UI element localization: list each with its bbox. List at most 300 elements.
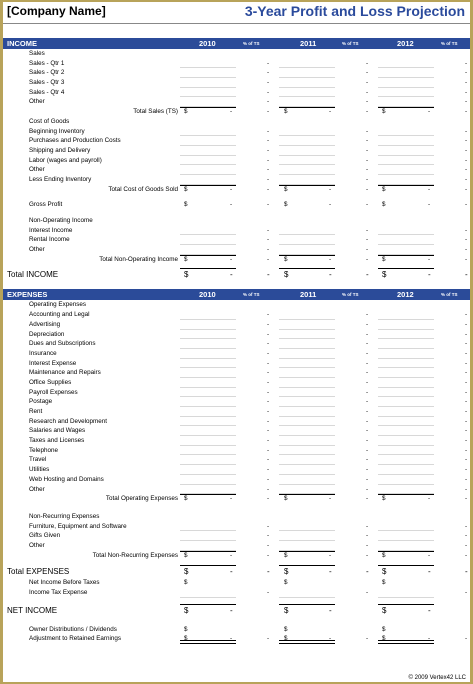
amount-value: - xyxy=(230,605,233,615)
op-expense-row xyxy=(3,310,470,320)
amount-value: - xyxy=(329,551,332,559)
currency-symbol: $ xyxy=(284,495,288,503)
section-heading: Non-Operating Income xyxy=(29,217,93,224)
amount-value: - xyxy=(428,567,431,577)
pct-value: - xyxy=(267,236,270,244)
currency-symbol: $ xyxy=(382,551,386,559)
pct-value: - xyxy=(366,330,369,338)
net-before-taxes-row xyxy=(3,578,470,588)
pct-value: - xyxy=(366,635,369,643)
line-item-label: Sales - Qtr 2 xyxy=(29,69,65,77)
line-item-label: Sales - Qtr 4 xyxy=(29,88,65,96)
pct-value: - xyxy=(366,532,369,540)
pct-value: - xyxy=(267,98,270,106)
page-title: 3-Year Profit and Loss Projection xyxy=(244,3,465,19)
currency-symbol: $ xyxy=(284,108,288,116)
currency-symbol: $ xyxy=(284,625,288,633)
section-heading: Non-Recurring Expenses xyxy=(29,512,100,520)
amount-value: - xyxy=(428,201,431,209)
nonop-row xyxy=(3,226,470,236)
pct-value: - xyxy=(267,522,270,530)
pct-value: - xyxy=(366,359,369,367)
pct-value: - xyxy=(267,59,270,67)
line-item-label: Purchases and Production Costs xyxy=(29,137,121,145)
pct-value: - xyxy=(267,456,270,464)
currency-symbol: $ xyxy=(184,108,188,116)
pct-value: - xyxy=(465,255,468,263)
line-item-label: Salaries and Wages xyxy=(29,427,86,435)
amount-value: - xyxy=(329,495,332,503)
pct-value: - xyxy=(366,98,369,106)
pct-value: - xyxy=(465,475,468,483)
pct-value: - xyxy=(267,246,270,254)
pct-value: - xyxy=(366,69,369,77)
pct-value: - xyxy=(366,466,369,474)
sales-row xyxy=(3,59,470,69)
pct-value: - xyxy=(366,79,369,87)
nonop-row xyxy=(3,235,470,245)
total-rule xyxy=(378,107,434,108)
pct-value: - xyxy=(465,567,468,577)
currency-symbol: $ xyxy=(382,108,386,116)
op-expense-row xyxy=(3,320,470,330)
line-item-label: Other xyxy=(29,98,45,106)
pct-value: - xyxy=(465,369,468,377)
currency-symbol: $ xyxy=(382,255,386,263)
amount-value: - xyxy=(230,185,233,193)
total-rule xyxy=(180,255,236,256)
pct-value: - xyxy=(465,79,468,87)
currency-symbol: $ xyxy=(382,625,386,633)
copyright-note: © 2009 Vertex42 LLC xyxy=(408,675,466,681)
total-rule xyxy=(378,185,434,186)
total-expenses-row xyxy=(3,565,470,578)
pct-value: - xyxy=(366,522,369,530)
total-label: Total Sales (TS) xyxy=(133,108,178,116)
total-label: Net Income Before Taxes xyxy=(29,579,100,587)
pct-value: - xyxy=(465,437,468,445)
pct-value: - xyxy=(465,485,468,493)
pct-value: - xyxy=(465,330,468,338)
nonrec-row xyxy=(3,531,470,541)
line-item-label: Taxes and Licenses xyxy=(29,437,85,445)
line-item-label: Accounting and Legal xyxy=(29,311,90,319)
pct-value: - xyxy=(267,156,270,164)
double-underline xyxy=(378,640,434,644)
band-label: EXPENSES xyxy=(7,290,48,300)
op-expense-row xyxy=(3,455,470,465)
total-rule xyxy=(378,551,434,552)
amount-value: - xyxy=(230,270,233,280)
pct-header: % of TS xyxy=(342,292,359,298)
line-item-label: Interest Income xyxy=(29,226,73,234)
line-item-label: Gifts Given xyxy=(29,532,61,540)
pct-value: - xyxy=(267,551,270,559)
pct-value: - xyxy=(366,146,369,154)
pct-value: - xyxy=(465,446,468,454)
line-item-label: Telephone xyxy=(29,446,59,454)
pct-value: - xyxy=(465,69,468,77)
currency-symbol: $ xyxy=(184,255,188,263)
op-expense-row xyxy=(3,446,470,456)
nonrec-row xyxy=(3,541,470,551)
pct-value: - xyxy=(366,311,369,319)
pct-value: - xyxy=(465,388,468,396)
currency-symbol: $ xyxy=(284,579,288,587)
op-expense-row xyxy=(3,397,470,407)
line-item-label: Other xyxy=(29,541,45,549)
total-cogs-row xyxy=(3,185,470,195)
band-label: INCOME xyxy=(7,39,37,48)
op-heading xyxy=(3,300,470,310)
amount-value: - xyxy=(230,551,233,559)
pct-value: - xyxy=(366,541,369,549)
pct-value: - xyxy=(267,175,270,183)
line-item-label: Postage xyxy=(29,398,53,406)
total-label: Adjustment to Retained Earnings xyxy=(29,635,122,643)
pct-value: - xyxy=(267,485,270,493)
currency-symbol: $ xyxy=(382,270,387,280)
pct-value: - xyxy=(465,98,468,106)
pct-value: - xyxy=(465,88,468,96)
line-item-label: Furniture, Equipment and Software xyxy=(29,522,127,530)
pct-value: - xyxy=(267,466,270,474)
pct-value: - xyxy=(366,388,369,396)
total-rule xyxy=(378,494,434,495)
currency-symbol: $ xyxy=(382,579,386,587)
currency-symbol: $ xyxy=(284,255,288,263)
pct-value: - xyxy=(366,398,369,406)
currency-symbol: $ xyxy=(184,635,188,643)
op-expense-row xyxy=(3,339,470,349)
op-expense-row xyxy=(3,485,470,495)
cogs-row xyxy=(3,136,470,146)
pct-value: - xyxy=(465,378,468,386)
pct-value: - xyxy=(465,236,468,244)
total-label: Total Non-Operating Income xyxy=(99,255,178,263)
pct-value: - xyxy=(465,398,468,406)
pct-value: - xyxy=(465,359,468,367)
currency-symbol: $ xyxy=(284,201,288,209)
currency-symbol: $ xyxy=(184,579,188,587)
pct-value: - xyxy=(465,320,468,328)
currency-symbol: $ xyxy=(284,635,288,643)
pct-value: - xyxy=(267,427,270,435)
year-header: 2012 xyxy=(397,39,414,48)
pct-value: - xyxy=(267,398,270,406)
pct-value: - xyxy=(267,340,270,348)
pct-value: - xyxy=(267,320,270,328)
line-item-label: Income Tax Expense xyxy=(29,589,88,596)
cogs-row xyxy=(3,156,470,166)
amount-value: - xyxy=(329,185,332,193)
op-expense-row xyxy=(3,359,470,369)
currency-symbol: $ xyxy=(284,185,288,193)
pl-table xyxy=(3,38,470,644)
total-nonrec-row xyxy=(3,551,470,561)
total-label: Owner Distributions / Dividends xyxy=(29,625,117,633)
sales-row xyxy=(3,88,470,98)
pct-value: - xyxy=(267,311,270,319)
line-item-label: Interest Expense xyxy=(29,359,77,367)
cogs-row xyxy=(3,175,470,185)
pct-value: - xyxy=(267,541,270,549)
pct-value: - xyxy=(267,79,270,87)
pct-value: - xyxy=(267,437,270,445)
pct-header: % of TS xyxy=(342,41,359,46)
income-tax-row xyxy=(3,588,470,598)
sales-heading xyxy=(3,49,470,59)
currency-symbol: $ xyxy=(184,567,189,577)
pct-value: - xyxy=(267,185,270,193)
pct-value: - xyxy=(267,378,270,386)
op-expense-row xyxy=(3,407,470,417)
amount-value: - xyxy=(329,270,332,280)
spacer xyxy=(3,281,470,289)
line-item-label: Shipping and Delivery xyxy=(29,146,91,154)
amount-value: - xyxy=(329,255,332,263)
pct-value: - xyxy=(366,408,369,415)
pct-value: - xyxy=(465,108,468,116)
sales-row xyxy=(3,97,470,107)
line-item-label: Sales - Qtr 1 xyxy=(29,59,65,67)
expenses-band xyxy=(3,289,470,300)
spreadsheet-page xyxy=(3,2,470,682)
pct-header: % of TS xyxy=(243,41,260,46)
amount-value: - xyxy=(329,108,332,116)
line-item-label: Sales - Qtr 3 xyxy=(29,79,65,87)
amount-value: - xyxy=(428,551,431,559)
line-item-label: Rent xyxy=(29,408,43,415)
pct-value: - xyxy=(465,175,468,183)
section-heading: Operating Expenses xyxy=(29,301,87,309)
pct-value: - xyxy=(465,340,468,348)
total-rule xyxy=(180,185,236,186)
total-label: Total INCOME xyxy=(7,270,59,280)
pct-header: % of TS xyxy=(441,41,458,46)
line-item-label: Travel xyxy=(29,456,47,464)
op-expense-row xyxy=(3,378,470,388)
currency-symbol: $ xyxy=(284,605,289,615)
op-expense-row xyxy=(3,349,470,359)
currency-symbol: $ xyxy=(284,551,288,559)
currency-symbol: $ xyxy=(382,185,386,193)
pct-value: - xyxy=(267,69,270,77)
total-label: Total EXPENSES xyxy=(7,567,70,577)
pct-value: - xyxy=(465,495,468,503)
op-expense-row xyxy=(3,436,470,446)
cogs-row xyxy=(3,165,470,175)
pct-value: - xyxy=(366,59,369,67)
pct-value: - xyxy=(465,551,468,559)
pct-value: - xyxy=(267,589,270,596)
pct-value: - xyxy=(366,175,369,183)
pct-value: - xyxy=(267,270,270,280)
line-item-label: Other xyxy=(29,485,45,493)
pct-value: - xyxy=(366,270,369,280)
line-item-label: Other xyxy=(29,166,45,174)
pct-value: - xyxy=(366,340,369,348)
amount-value: - xyxy=(329,567,332,577)
nonrec-heading xyxy=(3,512,470,522)
pct-value: - xyxy=(366,166,369,174)
pct-value: - xyxy=(267,330,270,338)
pct-value: - xyxy=(465,166,468,174)
year-header: 2012 xyxy=(397,290,414,300)
line-item-label: Other xyxy=(29,246,45,254)
line-item-label: Advertising xyxy=(29,320,61,328)
currency-symbol: $ xyxy=(184,270,189,280)
pct-value: - xyxy=(267,359,270,367)
currency-symbol: $ xyxy=(382,201,386,209)
total-label: NET INCOME xyxy=(7,605,58,615)
pct-value: - xyxy=(465,270,468,280)
pct-value: - xyxy=(267,349,270,357)
nonrec-row xyxy=(3,522,470,532)
pct-value: - xyxy=(465,185,468,193)
line-item-label: Research and Development xyxy=(29,417,108,425)
pct-value: - xyxy=(366,226,369,234)
line-item-label: Dues and Subscriptions xyxy=(29,340,96,348)
pct-value: - xyxy=(465,246,468,254)
currency-symbol: $ xyxy=(184,201,188,209)
year-header: 2010 xyxy=(199,290,216,300)
sheet-header xyxy=(3,2,470,24)
pct-value: - xyxy=(267,388,270,396)
pct-value: - xyxy=(366,567,369,577)
currency-symbol: $ xyxy=(184,605,189,615)
pct-value: - xyxy=(465,635,468,643)
double-underline xyxy=(180,640,236,644)
total-label: Total Cost of Goods Sold xyxy=(108,185,178,193)
pct-header: % of TS xyxy=(441,292,458,298)
total-label: Total Operating Expenses xyxy=(105,495,178,503)
amount-value: - xyxy=(428,635,431,643)
op-expense-row xyxy=(3,388,470,398)
year-header: 2010 xyxy=(199,39,216,48)
pct-value: - xyxy=(465,408,468,415)
pct-value: - xyxy=(465,532,468,540)
spacer xyxy=(3,504,470,512)
cogs-row xyxy=(3,127,470,137)
op-expense-row xyxy=(3,330,470,340)
total-op-row xyxy=(3,494,470,504)
total-income-row xyxy=(3,268,470,281)
pct-value: - xyxy=(465,226,468,234)
pct-value: - xyxy=(366,137,369,145)
pct-value: - xyxy=(267,532,270,540)
owner-dist-row xyxy=(3,625,470,635)
pct-value: - xyxy=(267,408,270,415)
amount-value: - xyxy=(428,185,431,193)
amount-value: - xyxy=(428,255,431,263)
line-item-label: Web Hosting and Domains xyxy=(29,475,104,483)
pct-value: - xyxy=(267,255,270,263)
amount-value: - xyxy=(428,108,431,116)
op-expense-row xyxy=(3,426,470,436)
pct-value: - xyxy=(267,146,270,154)
pct-value: - xyxy=(366,88,369,96)
double-underline xyxy=(279,640,335,644)
pct-value: - xyxy=(465,146,468,154)
pct-value: - xyxy=(465,466,468,474)
pct-value: - xyxy=(366,127,369,135)
currency-symbol: $ xyxy=(382,635,386,643)
year-header: 2011 xyxy=(300,290,317,300)
amount-value: - xyxy=(230,635,233,643)
pct-value: - xyxy=(267,635,270,643)
currency-symbol: $ xyxy=(382,605,387,615)
section-heading: Sales xyxy=(29,50,45,57)
op-expense-row xyxy=(3,417,470,427)
amount-value: - xyxy=(428,495,431,503)
total-sales-row xyxy=(3,107,470,117)
total-rule xyxy=(180,494,236,495)
total-nonop-row xyxy=(3,255,470,265)
total-label: Total Non-Recurring Expenses xyxy=(92,551,178,559)
pct-value: - xyxy=(267,166,270,174)
pct-value: - xyxy=(366,185,369,193)
pct-value: - xyxy=(366,201,369,209)
pct-value: - xyxy=(465,59,468,67)
pct-value: - xyxy=(366,369,369,377)
company-name[interactable]: [Company Name] xyxy=(7,4,106,18)
pct-value: - xyxy=(366,417,369,425)
pct-value: - xyxy=(267,201,270,209)
amount-value: - xyxy=(230,201,233,209)
amount-value: - xyxy=(428,270,431,280)
pct-value: - xyxy=(465,311,468,319)
line-item-label: Maintenance and Repairs xyxy=(29,369,101,377)
sales-row xyxy=(3,78,470,88)
pct-value: - xyxy=(267,127,270,135)
pct-value: - xyxy=(465,156,468,164)
pct-value: - xyxy=(465,589,468,596)
pct-value: - xyxy=(465,349,468,357)
currency-symbol: $ xyxy=(284,270,289,280)
total-rule xyxy=(180,107,236,108)
currency-symbol: $ xyxy=(184,495,188,503)
total-rule xyxy=(180,551,236,552)
gross-profit-row xyxy=(3,200,470,210)
currency-symbol: $ xyxy=(284,567,289,577)
pct-value: - xyxy=(267,369,270,377)
pct-value: - xyxy=(366,475,369,483)
pct-value: - xyxy=(267,417,270,425)
pct-value: - xyxy=(267,137,270,145)
nonop-heading xyxy=(3,216,470,226)
total-label: Gross Profit xyxy=(29,201,63,209)
net-income-row xyxy=(3,604,470,617)
pct-value: - xyxy=(267,88,270,96)
nonop-row xyxy=(3,245,470,255)
amount-value: - xyxy=(230,108,233,116)
pct-value: - xyxy=(465,127,468,135)
pct-value: - xyxy=(465,456,468,464)
pct-value: - xyxy=(366,437,369,445)
year-header: 2011 xyxy=(300,39,317,48)
line-item-label: Rental Income xyxy=(29,236,70,244)
line-item-label: Payroll Expenses xyxy=(29,388,78,396)
pct-value: - xyxy=(465,427,468,435)
currency-symbol: $ xyxy=(184,185,188,193)
amount-value: - xyxy=(230,255,233,263)
pct-value: - xyxy=(366,349,369,357)
op-expense-row xyxy=(3,465,470,475)
pct-value: - xyxy=(366,108,369,116)
pct-value: - xyxy=(366,156,369,164)
op-expense-row xyxy=(3,475,470,485)
